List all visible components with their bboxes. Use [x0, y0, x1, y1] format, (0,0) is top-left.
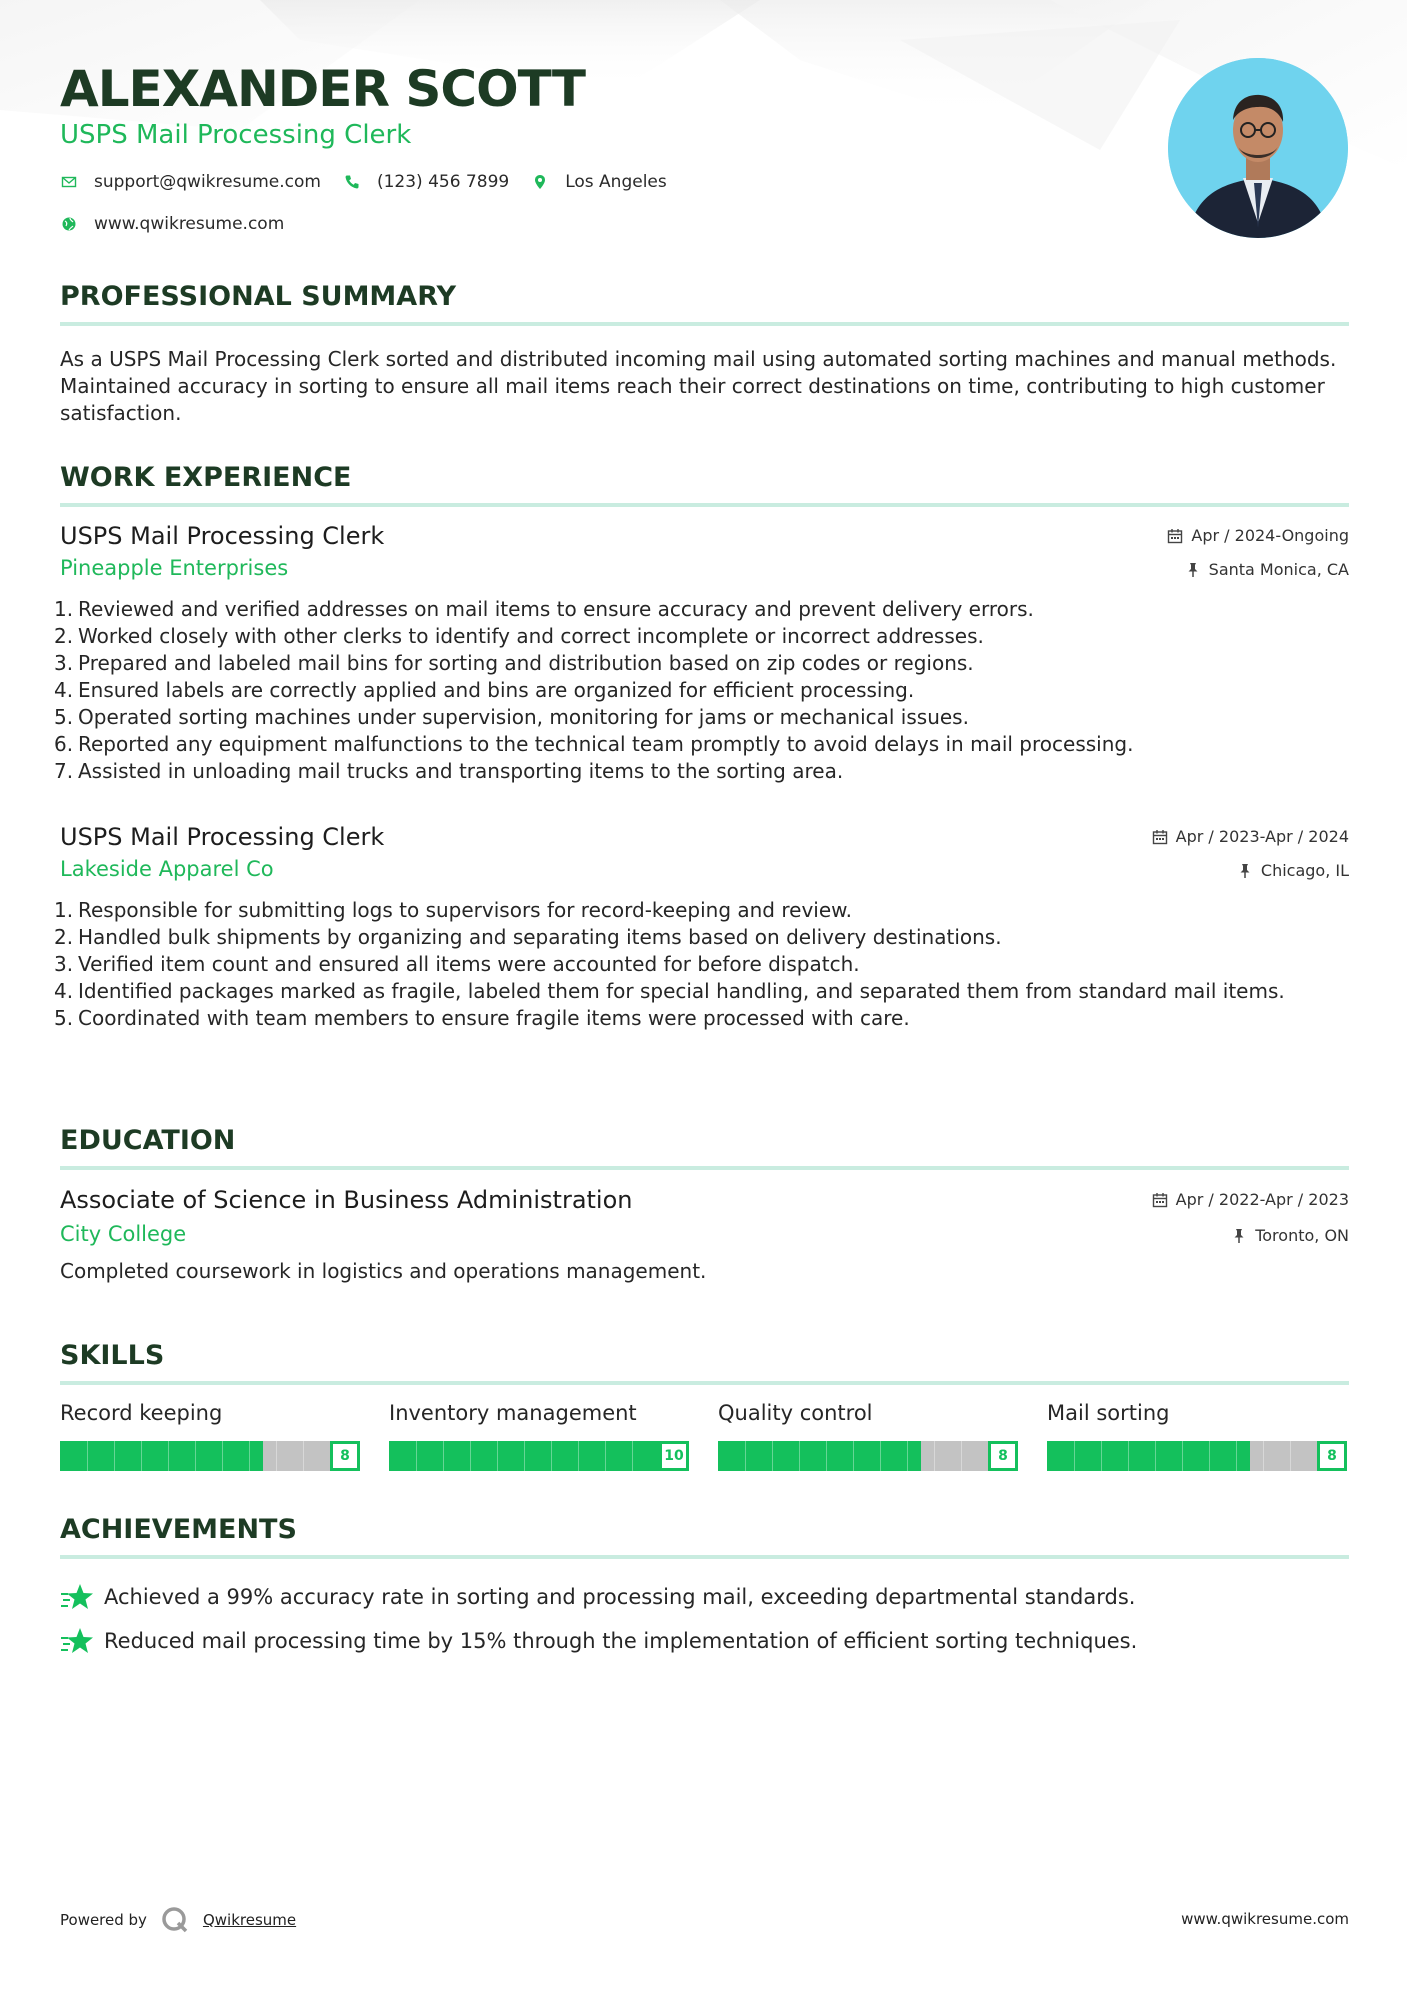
experience-section — [60, 461, 1349, 507]
skill-rating-fill — [718, 1441, 921, 1471]
list-number: 7. — [54, 759, 74, 783]
skill-score-badge: 8 — [988, 1441, 1018, 1471]
skill-segment-divider — [1263, 1441, 1264, 1471]
skill-segment-divider — [578, 1441, 579, 1471]
responsibility-text: Reviewed and verified addresses on mail items to ensure accuracy and prevent delivery errors. — [78, 597, 1034, 621]
skill-segment-divider — [907, 1441, 908, 1471]
skill-segment-divider — [303, 1441, 304, 1471]
job-company: Pineapple Enterprises — [60, 556, 289, 580]
education-dates-text: Apr / 2022-Apr / 2023 — [1175, 1190, 1349, 1209]
skill-segment-divider — [934, 1441, 935, 1471]
skill-name: Mail sorting — [1047, 1401, 1170, 1425]
job-location-text: Santa Monica, CA — [1208, 560, 1349, 579]
responsibility-item — [54, 596, 1300, 623]
skill-item — [1047, 1401, 1347, 1471]
responsibility-item — [54, 623, 1300, 650]
skill-segment-divider — [632, 1441, 633, 1471]
achievement-item — [60, 1619, 1349, 1663]
contact-website-text: www.qwikresume.com — [94, 214, 285, 234]
skill-segment-divider — [551, 1441, 552, 1471]
skill-name: Quality control — [718, 1401, 873, 1425]
contact-email-text: support@qwikresume.com — [94, 172, 321, 192]
job-responsibilities — [54, 596, 1349, 785]
job-location-text: Chicago, IL — [1260, 861, 1349, 880]
skill-item — [389, 1401, 689, 1471]
responsibility-text: Prepared and labeled mail bins for sorting and distribution based on zip codes or regions. — [78, 651, 974, 675]
skill-segment-divider — [772, 1441, 773, 1471]
calendar-icon — [1152, 1192, 1168, 1208]
skill-segment-divider — [114, 1441, 115, 1471]
skill-segment-divider — [1128, 1441, 1129, 1471]
list-number: 2. — [54, 624, 74, 648]
list-number: 5. — [54, 1006, 74, 1030]
achievements-list — [60, 1575, 1349, 1663]
skill-name: Record keeping — [60, 1401, 223, 1425]
job-entry — [54, 522, 1349, 785]
skill-rating-bar — [1047, 1441, 1347, 1471]
achievement-item — [60, 1575, 1349, 1619]
responsibility-item — [54, 897, 1300, 924]
job-dates-text: Apr / 2024-Ongoing — [1191, 526, 1349, 545]
responsibility-item — [54, 650, 1300, 677]
skill-segment-divider — [1182, 1441, 1183, 1471]
contact-website[interactable] — [60, 214, 284, 234]
job-role: USPS Mail Processing Clerk — [60, 823, 385, 851]
skill-segment-divider — [222, 1441, 223, 1471]
globe-icon — [60, 215, 78, 233]
section-divider — [60, 1555, 1349, 1559]
skill-score-badge: 8 — [330, 1441, 360, 1471]
responsibility-text: Worked closely with other clerks to identify and correct incomplete or incorrect addresses. — [78, 624, 984, 648]
skill-segment-divider — [1074, 1441, 1075, 1471]
contact-phone[interactable] — [343, 172, 509, 192]
skill-score-badge: 8 — [1317, 1441, 1347, 1471]
contact-location — [531, 172, 667, 192]
skill-segment-divider — [168, 1441, 169, 1471]
skill-segment-divider — [853, 1441, 854, 1471]
skill-name: Inventory management — [389, 1401, 637, 1425]
skill-segment-divider — [605, 1441, 606, 1471]
skill-segment-divider — [1209, 1441, 1210, 1471]
education-dates — [1152, 1190, 1349, 1209]
responsibility-item — [54, 978, 1300, 1005]
skill-segment-divider — [799, 1441, 800, 1471]
responsibility-text: Operated sorting machines under supervision, monitoring for jams or mechanical issues. — [78, 705, 969, 729]
summary-section — [60, 280, 1349, 427]
responsibility-item — [54, 924, 1300, 951]
achievement-text: Achieved a 99% accuracy rate in sorting and processing mail, exceeding departmental standards. — [104, 1585, 1136, 1609]
list-number: 5. — [54, 705, 74, 729]
education-description: Completed coursework in logistics and operations management. — [60, 1259, 707, 1283]
responsibility-item — [54, 1005, 1300, 1032]
list-number: 4. — [54, 678, 74, 702]
responsibility-text: Reported any equipment malfunctions to the technical team promptly to avoid delays in mail processing. — [78, 732, 1134, 756]
skills-section — [60, 1339, 1349, 1481]
responsibility-item — [54, 704, 1300, 731]
responsibility-item — [54, 677, 1300, 704]
qwikresume-link[interactable]: Qwikresume — [202, 1911, 297, 1929]
job-location — [1185, 560, 1349, 579]
skill-score-badge: 10 — [659, 1441, 689, 1471]
contact-email[interactable] — [60, 172, 321, 192]
responsibility-text: Assisted in unloading mail trucks and transporting items to the sorting area. — [78, 759, 844, 783]
skill-segment-divider — [524, 1441, 525, 1471]
skills-heading: SKILLS — [60, 1340, 165, 1371]
location-pin-icon — [531, 173, 549, 191]
achievements-section — [60, 1513, 1349, 1663]
job-dates — [1167, 526, 1349, 545]
pushpin-icon — [1237, 863, 1253, 879]
section-divider — [60, 1381, 1349, 1385]
footer — [60, 1898, 1349, 1938]
contact-row-website — [60, 214, 306, 234]
skill-segment-divider — [470, 1441, 471, 1471]
education-heading: EDUCATION — [60, 1125, 236, 1156]
responsibility-text: Coordinated with team members to ensure fragile items were processed with care. — [78, 1006, 910, 1030]
qwikresume-logo-icon — [161, 1906, 189, 1934]
job-company: Lakeside Apparel Co — [60, 857, 274, 881]
degree-name: Associate of Science in Business Administration — [60, 1186, 633, 1214]
skill-segment-divider — [276, 1441, 277, 1471]
education-location-text: Toronto, ON — [1255, 1226, 1349, 1245]
calendar-icon — [1152, 829, 1168, 845]
section-divider — [60, 503, 1349, 507]
responsibility-item — [54, 758, 1300, 785]
skill-segment-divider — [443, 1441, 444, 1471]
skills-list — [60, 1401, 1349, 1481]
contact-location-text: Los Angeles — [565, 172, 667, 192]
list-number: 1. — [54, 898, 74, 922]
achievement-text: Reduced mail processing time by 15% through the implementation of efficient sorting techniques. — [104, 1629, 1138, 1653]
job-dates-text: Apr / 2023-Apr / 2024 — [1175, 827, 1349, 846]
job-role: USPS Mail Processing Clerk — [60, 522, 385, 550]
responsibility-item — [54, 731, 1300, 758]
list-number: 6. — [54, 732, 74, 756]
list-number: 2. — [54, 925, 74, 949]
job-responsibilities — [54, 897, 1349, 1032]
skill-segment-divider — [826, 1441, 827, 1471]
star-icon — [60, 1580, 94, 1614]
list-number: 3. — [54, 651, 74, 675]
skill-segment-divider — [195, 1441, 196, 1471]
skill-segment-divider — [249, 1441, 250, 1471]
school-name: City College — [60, 1222, 187, 1246]
achievements-heading: ACHIEVEMENTS — [60, 1514, 297, 1545]
skill-rating-bar — [718, 1441, 1018, 1471]
job-dates — [1152, 827, 1349, 846]
skill-rating-bar — [60, 1441, 360, 1471]
education-location — [1231, 1226, 1349, 1245]
skill-segment-divider — [1236, 1441, 1237, 1471]
skill-item — [718, 1401, 1018, 1471]
list-number: 1. — [54, 597, 74, 621]
experience-heading: WORK EXPERIENCE — [60, 462, 352, 493]
section-divider — [60, 322, 1349, 326]
pushpin-icon — [1231, 1228, 1247, 1244]
skill-segment-divider — [1101, 1441, 1102, 1471]
pushpin-icon — [1185, 562, 1201, 578]
phone-icon — [343, 173, 361, 191]
skill-segment-divider — [1290, 1441, 1291, 1471]
summary-text: As a USPS Mail Processing Clerk sorted and distributed incoming mail using automated sorting machines and manual methods. Maintained accuracy in sorting to ensure all mail items reach their correct destinations on time, contributing to high customer satisfaction. — [60, 347, 1337, 425]
summary-heading: PROFESSIONAL SUMMARY — [60, 281, 457, 312]
responsibility-text: Verified item count and ensured all items were accounted for before dispatch. — [78, 952, 860, 976]
skill-segment-divider — [1155, 1441, 1156, 1471]
responsibility-text: Identified packages marked as fragile, labeled them for special handling, and separated them from standard mail items. — [78, 979, 1285, 1003]
section-divider — [60, 1166, 1349, 1170]
skill-segment-divider — [497, 1441, 498, 1471]
job-entry — [54, 823, 1349, 1032]
candidate-title: USPS Mail Processing Clerk — [60, 120, 412, 150]
powered-by-label: Powered by — [60, 1911, 147, 1929]
profile-photo — [1168, 58, 1348, 238]
skill-segment-divider — [880, 1441, 881, 1471]
skill-rating-fill — [1047, 1441, 1250, 1471]
responsibility-item — [54, 951, 1300, 978]
skill-segment-divider — [745, 1441, 746, 1471]
skill-rating-bar — [389, 1441, 689, 1471]
calendar-icon — [1167, 528, 1183, 544]
footer-website-link[interactable]: www.qwikresume.com — [1181, 1910, 1349, 1928]
skill-rating-fill — [60, 1441, 263, 1471]
skill-segment-divider — [87, 1441, 88, 1471]
skill-item — [60, 1401, 360, 1471]
list-number: 3. — [54, 952, 74, 976]
skill-segment-divider — [961, 1441, 962, 1471]
education-entry — [60, 1186, 1349, 1285]
star-icon — [60, 1624, 94, 1658]
contact-phone-text: (123) 456 7899 — [376, 172, 510, 192]
responsibility-text: Responsible for submitting logs to supervisors for record-keeping and review. — [78, 898, 853, 922]
contact-row — [60, 172, 689, 192]
list-number: 4. — [54, 979, 74, 1003]
skill-segment-divider — [141, 1441, 142, 1471]
skill-segment-divider — [416, 1441, 417, 1471]
email-icon — [60, 173, 78, 191]
responsibility-text: Ensured labels are correctly applied and bins are organized for efficient processing. — [78, 678, 915, 702]
job-location — [1237, 861, 1349, 880]
powered-by — [60, 1906, 296, 1934]
education-section — [60, 1124, 1349, 1170]
responsibility-text: Handled bulk shipments by organizing and separating items based on delivery destinations. — [78, 925, 1002, 949]
candidate-name: ALEXANDER SCOTT — [60, 60, 585, 118]
